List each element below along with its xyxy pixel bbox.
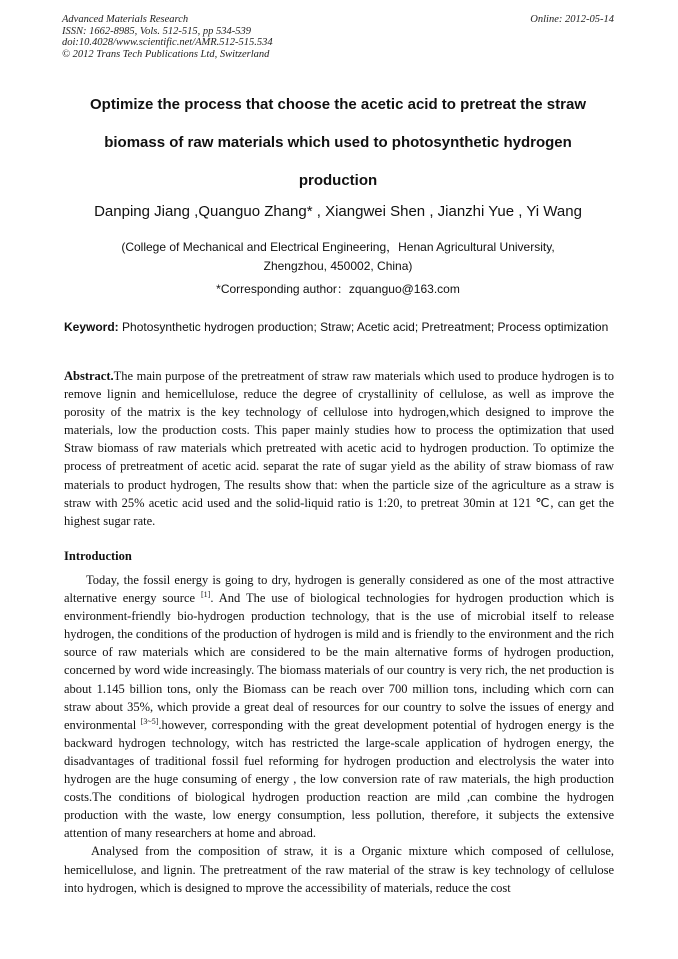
section-heading-introduction: Introduction bbox=[64, 549, 132, 563]
intro-p1-part-b: . And The use of biological technologies for hydrogen production which is environment-friendly bio-hydrogen production technology, that is the use of microbial itself to release hydrogen, the conditions of the production of hydrogen is mild and is friendly to the environment and the rich source of raw materials which are considered to be the main alternative forms of hydrogen production, concerned by word wide increasingly. The biomass materials of our country is very rich, the net production is about 1.145 billion tons, only the Biomass can be reach over 700 million tons, including which corn can straw about 35%, which provide a great deal of resources for our country to solve the issues of energy and environmental bbox=[64, 591, 614, 732]
journal-copyright: © 2012 Trans Tech Publications Ltd, Switzerland bbox=[62, 48, 270, 60]
affiliation-line-1: (College of Mechanical and Electrical Engineering，Henan Agricultural University, bbox=[121, 240, 555, 254]
intro-paragraph-2: Analysed from the composition of straw, it is a Organic mixture which composed of cellulose, hemicellulose, and lignin. The pretreatment of the raw material of the straw is key technology of cellulose into hydrogen, which is designed to mprove the accessibility of materials, reduce the cost bbox=[64, 844, 614, 895]
title-line-3: production bbox=[298, 172, 378, 189]
affiliation bbox=[62, 238, 614, 276]
intro-p1-part-c: .however, corresponding with the great development potential of hydrogen energy is the backward hydrogen technology, witch has restricted the large-scale application of hydrogen energy, the disadvantages of traditional fossil fuel reforming for hydrogen production and electrolysis the water into hydrogen are the huge consuming of energy , the low conversion rate of raw materials, the high production costs.The conditions of biological hydrogen production reaction are mild ,can combine the hydrogen production with the waste, low energy consumption, less pollution, therefore, it subjects the extensive attention of many researchers at home and abroad. bbox=[64, 717, 614, 841]
keyword-text: Photosynthetic hydrogen production; Straw; Acetic acid; Pretreatment; Process optimization bbox=[118, 320, 609, 334]
abstract bbox=[64, 367, 614, 530]
author-list: Danping Jiang ,Quanguo Zhang* , Xiangwei Shen , Jianzhi Yue , Yi Wang bbox=[94, 203, 582, 220]
corresponding-author: *Corresponding author：zquanguo@163.com bbox=[216, 282, 460, 296]
title-line-2: biomass of raw materials which used to photosynthetic hydrogen bbox=[104, 134, 572, 151]
paper-title bbox=[62, 86, 614, 200]
journal-doi: doi:10.4028/www.scientific.net/AMR.512-515.534 bbox=[62, 37, 273, 48]
online-date bbox=[530, 14, 614, 26]
abstract-label: Abstract. bbox=[64, 369, 114, 383]
journal-header bbox=[62, 14, 273, 60]
journal-issn: ISSN: 1662-8985, Vols. 512-515, pp 534-539 bbox=[62, 25, 251, 37]
intro-paragraph-1 bbox=[64, 571, 614, 842]
journal-name: Advanced Materials Research bbox=[62, 14, 189, 25]
online-date-text: Online: 2012-05-14 bbox=[530, 14, 614, 25]
affiliation-line-2: Zhengzhou, 450002, China) bbox=[263, 259, 413, 273]
citation-1: [1] bbox=[201, 590, 211, 600]
citation-3-5: [3~5] bbox=[140, 716, 159, 726]
introduction-body bbox=[64, 571, 614, 897]
keyword-label: Keyword: bbox=[64, 320, 119, 334]
keywords bbox=[64, 318, 614, 336]
intro-p1-part-a: Today, the fossil energy is going to dry, hydrogen is generally considered as one of the most attractive alternative energy source bbox=[64, 573, 614, 606]
abstract-text: The main purpose of the pretreatment of straw raw materials which used to produce hydrogen is to remove lignin and hemicellulose, reduce the degree of crystallinity of cellulose, as well as improve the porosity of the matrix is the key technology of cellulose into hydrogen,which designed to improve the materials, low the production costs. This paper mainly studies how to process the optimization that used Straw biomass of raw materials which pretreated with acetic acid to hydrogen production. To optimize the process of pretreatment of acetic acid. separat the rate of sugar yield as the ability of straw biomass of raw materials to product hydrogen, The results show that: when the particle size of the agriculture as a straw is straw with 25% acetic acid used and the solid-liquid ratio is 1:20, to pretreat 30min at 121 ℃, can get the highest sugar rate. bbox=[64, 369, 614, 528]
title-line-1: Optimize the process that choose the acetic acid to pretreat the straw bbox=[90, 96, 586, 113]
